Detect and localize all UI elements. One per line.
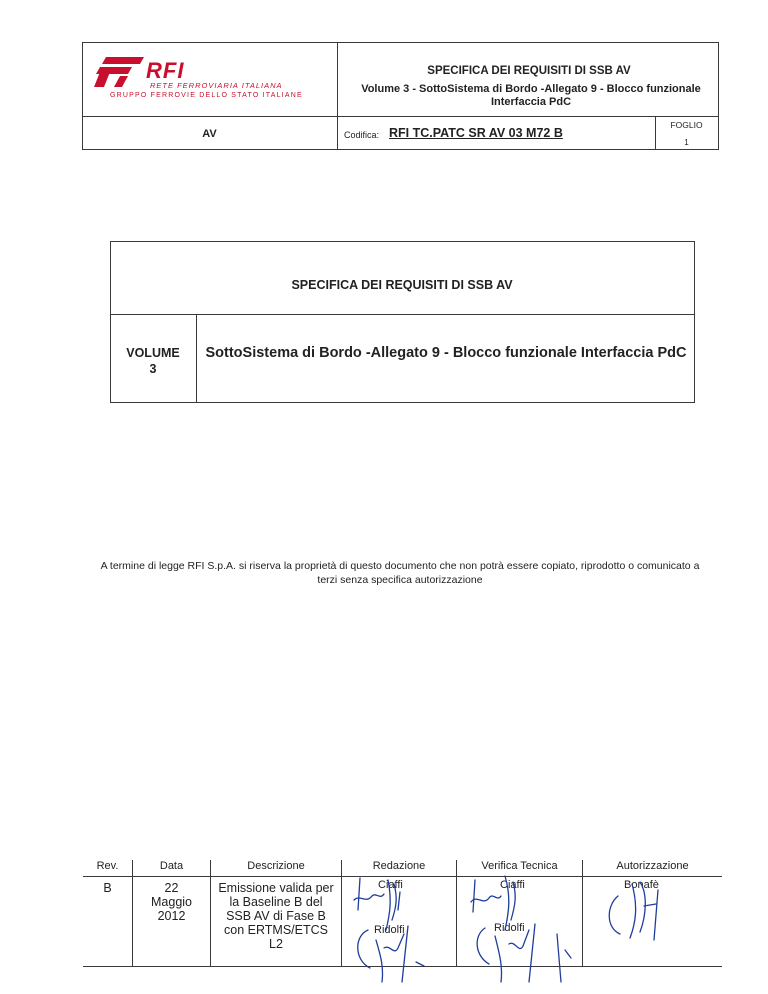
fs-logo-icon	[92, 55, 148, 89]
logo-brand: RFI	[146, 58, 185, 83]
header-subtitle: Volume 3 - SottoSistema di Bordo -Allegato 9 - Blocco funzionale Interfaccia PdC	[361, 83, 701, 108]
signature-redazione-image	[340, 870, 460, 990]
spec-title: SPECIFICA DEI REQUISITI DI SSB AV	[291, 278, 513, 292]
rev-value: B	[103, 881, 112, 895]
logo-line-1: RETE FERROVIARIA ITALIANA	[150, 81, 283, 90]
foglio-label: FOGLIO	[670, 120, 703, 130]
foglio-number: 1	[684, 138, 689, 147]
autorizzazione-name: Bonafè	[624, 879, 659, 891]
section-label: AV	[202, 128, 217, 140]
volume-number: 3	[149, 362, 157, 376]
header-title: SPECIFICA DEI REQUISITI DI SSB AV	[427, 65, 631, 77]
date-cell	[133, 881, 210, 923]
col-descrizione-header: Descrizione	[247, 860, 305, 872]
redazione-name-2: Ridolfi	[374, 924, 405, 936]
signature-verifica-image	[465, 870, 585, 990]
codifica-value: RFI TC.PATC SR AV 03 M72 B	[389, 126, 563, 140]
disclaimer-text: A termine di legge RFI S.p.A. si riserva la proprietà di questo documento che non potrà essere copiato, riprodotto o comunicato a terzi senza specifica autorizzazione	[100, 560, 700, 586]
col-verifica-header: Verifica Tecnica	[481, 860, 558, 872]
col-autorizzazione-header: Autorizzazione	[616, 860, 689, 872]
codifica-label: Codifica:	[344, 130, 380, 140]
verifica-name-2: Ridolfi	[494, 922, 525, 934]
col-redazione-header: Redazione	[372, 860, 426, 872]
descrizione-value: Emissione valida per la Baseline B del SSB AV di Fase B con ERTMS/ETCS L2	[218, 881, 334, 951]
volume-label	[110, 345, 196, 377]
rfi-logo	[92, 55, 332, 110]
volume-word: VOLUME	[126, 346, 180, 360]
logo-line-2: GRUPPO FERROVIE DELLO STATO ITALIANE	[110, 92, 303, 99]
date-month: Maggio	[151, 895, 192, 909]
col-rev-header: Rev.	[96, 860, 119, 872]
date-year: 2012	[157, 909, 186, 923]
signature-autorizzazione-image	[600, 876, 690, 956]
verifica-name-1: Ciaffi	[500, 879, 525, 891]
col-data-header: Data	[159, 860, 184, 872]
redazione-name-1: Ciaffi	[378, 879, 403, 891]
date-day: 22	[164, 881, 179, 895]
volume-title: SottoSistema di Bordo -Allegato 9 - Blocco funzionale Interfaccia PdC	[205, 345, 687, 361]
